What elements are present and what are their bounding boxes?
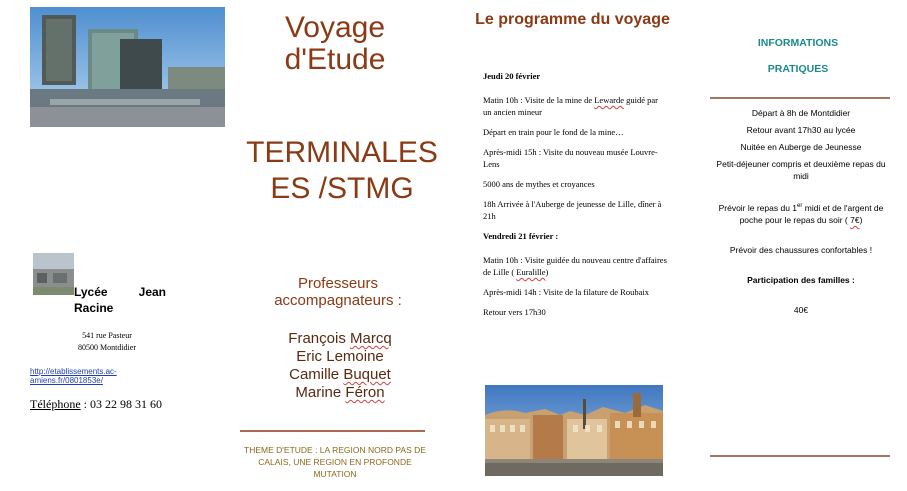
program-title: Le programme du voyage xyxy=(475,11,670,28)
profs-line2: accompagnateurs : xyxy=(274,292,402,309)
practical-info xyxy=(716,107,886,321)
title-line2: d'Etude xyxy=(284,43,386,76)
day2-heading: Vendredi 21 février : xyxy=(483,231,559,241)
night-info: Nuitée en Auberge de Jeunesse xyxy=(740,142,862,152)
telephone xyxy=(30,397,162,412)
telephone-value: : 03 22 98 31 60 xyxy=(83,397,162,411)
class-line1: TERMINALES xyxy=(246,136,438,169)
building-photo xyxy=(30,7,225,127)
profs-line1: Professeurs xyxy=(297,275,379,292)
teachers-heading xyxy=(238,275,438,309)
list-item: Après-midi 15h : Visite du nouveau musée Louvre-Lens xyxy=(483,147,658,169)
divider xyxy=(240,430,425,432)
class-level xyxy=(232,135,452,207)
list-item: Matin 10h : Visite de la mine de Lewarde guidé par un ancien mineur xyxy=(483,95,658,117)
list-item: 5000 ans de mythes et croyances xyxy=(483,179,595,189)
list-item: Matin 10h : Visite guidée du nouveau centre d'affaires de Lille ( Euralille) xyxy=(483,255,667,277)
study-theme: THEME D'ETUDE : LA REGION NORD PAS DE CALAIS, UNE REGION EN PROFONDE MUTATION xyxy=(244,445,426,479)
telephone-label: Téléphone xyxy=(30,397,81,411)
list-item: Départ en train pour le fond de la mine… xyxy=(483,127,624,137)
divider xyxy=(710,455,890,457)
day1-heading: Jeudi 20 février xyxy=(483,71,541,81)
info-title xyxy=(718,30,878,82)
shoes-info: Prévoir des chaussures confortables ! xyxy=(729,244,873,255)
info-title-line2: PRATIQUES xyxy=(767,63,829,75)
divider xyxy=(710,97,890,99)
teacher-name: Eric Lemoine xyxy=(296,348,384,365)
program-schedule xyxy=(483,70,668,326)
website-link[interactable]: http://etablissements.ac-amiens.fr/0801853e/ xyxy=(30,367,117,385)
info-title-line1: INFORMATIONS xyxy=(757,37,839,49)
list-item: 18h Arrivée à l'Auberge de jeunesse de Lille, dîner à 21h xyxy=(483,199,662,221)
brochure-title xyxy=(235,12,435,76)
teacher-name: Camille Buquet xyxy=(289,366,391,383)
lycee-address xyxy=(52,330,162,354)
list-item: Après-midi 14h : Visite de la filature de Roubaix xyxy=(483,287,649,297)
teacher-name: François Marcq xyxy=(288,330,392,347)
list-item: Retour vers 17h30 xyxy=(483,307,546,317)
price: 40€ xyxy=(793,304,809,315)
teacher-name: Marine Féron xyxy=(295,384,385,401)
teachers-list xyxy=(240,330,440,402)
return-info: Retour avant 17h30 au lycée xyxy=(746,125,856,135)
meals-info: Petit-déjeuner compris et deuxième repas du midi xyxy=(716,159,886,181)
title-line1: Voyage xyxy=(284,11,386,44)
address-line1: 541 rue Pasteur xyxy=(82,331,132,340)
departure-info: Départ à 8h de Montdidier xyxy=(751,108,851,118)
lunch-info: Prévoir le repas du 1er midi et de l'argent de poche pour le repas du soir ( 7€) xyxy=(718,202,884,225)
lycee-name: Lycée Jean Racine xyxy=(74,285,166,315)
class-line2: ES /STMG xyxy=(270,172,414,205)
participation-label: Participation des familles : xyxy=(747,274,855,285)
lille-square-photo xyxy=(485,385,663,476)
address-line2: 80500 Montdidier xyxy=(78,343,136,352)
